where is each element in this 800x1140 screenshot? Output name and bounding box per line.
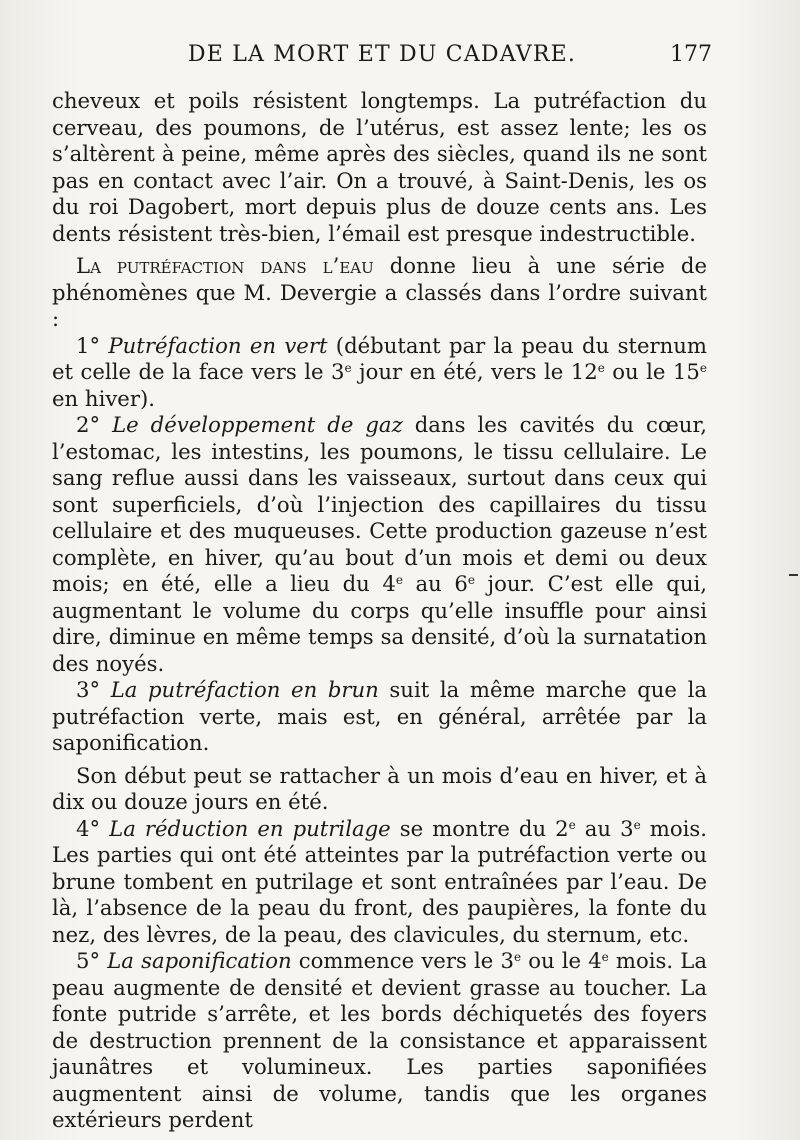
item-text: dans les cavités du cœur, l’estomac, les intestins, les poumons, le tissu cellulaire. Le sang reflue aussi dans les vaisseaux, surtout dans ceux qui sont superficiels, d’où l’injection des capillaires du tissu cellulaire et des muqueuses. Cette production gazeuse n’est complète, en hiver, qu’au bout d’un mois et demi ou deux mois; en été, elle a lieu du 4: [52, 412, 707, 596]
superscript: e: [513, 950, 522, 964]
item-title: Putréfaction en vert: [108, 332, 328, 358]
item-title: La saponification: [107, 948, 292, 973]
list-item-4: [52, 816, 707, 949]
item-title: Le développement de gaz: [112, 412, 403, 437]
paragraph-text: donne lieu à une série de phénomènes que M. Devergie a classés dans l’ordre suivant :: [52, 253, 707, 331]
margin-mark: [789, 574, 798, 576]
item-text: au 6: [402, 571, 468, 596]
superscript: e: [467, 573, 475, 587]
item-title: La putréfaction en brun: [110, 677, 379, 702]
item-text: jour en été, vers le 12: [351, 359, 598, 384]
item-number: 1°: [76, 332, 101, 358]
list-item-3: [52, 677, 707, 757]
superscript: e: [699, 361, 707, 375]
superscript: e: [395, 573, 403, 587]
item-text: se montre du 2: [390, 815, 569, 841]
item-number: 3°: [76, 677, 101, 702]
item-text: suit la même marche que la putréfaction verte, mais est, en général, arrêtée par la saponification.: [52, 677, 707, 755]
running-header: [52, 42, 712, 76]
item-title: La réduction en putrilage: [109, 815, 391, 841]
superscript: e: [344, 361, 352, 375]
small-caps-lead: La putréfaction dans l’eau: [76, 253, 374, 278]
superscript: e: [568, 817, 576, 832]
body-text: [52, 88, 707, 1134]
item-text: jour. C’est elle qui, augmentant le volume du corps qu’elle insuffle pour ainsi dire, diminue en même temps sa densité, d’où la surnatation des noyés.: [52, 571, 707, 676]
item-number: 5°: [76, 948, 101, 973]
superscript: e: [601, 950, 609, 964]
page-number: 177: [670, 42, 712, 67]
superscript: e: [597, 361, 605, 375]
item-text: commence vers le 3: [291, 948, 514, 973]
item-text: ou le 15: [604, 359, 700, 384]
paragraph-continuation: cheveux et poils résistent longtemps. La putréfaction du cerveau, des poumons, de l’utérus, est assez lente; les os s’altèrent à peine, même après des siècles, quand ils ne sont pas en contact avec l’air. On a trouvé, à Saint-Denis, les os du roi Dagobert, mort depuis plus de douze cents ans. Les dents résistent très-bien, l’émail est presque indestructible.: [52, 88, 707, 246]
superscript: e: [633, 817, 641, 832]
item-number: 4°: [76, 815, 101, 841]
item-text: au 3: [575, 815, 634, 841]
item-text: ou le 4: [521, 948, 602, 973]
list-item-1: [52, 333, 707, 413]
item-text: mois. La peau augmente de densité et devient grasse au toucher. La fonte putride s’arrête, et les bords déchiquetés des foyers de destruction prennent de la consistance et apparaissent jaunâtres et volumineux. Les parties saponifiées augmentent ainsi de volume, tandis que les organes extérieurs perdent: [52, 948, 707, 1132]
item-text: mois. Les parties qui ont été atteintes par la putréfaction verte ou brune tombent en putrilage et sont entraînées par l’eau. De là, l’absence de la peau du front, des paupières, la fonte du nez, des lèvres, de la peau, des clavicules, du sternum, etc.: [52, 815, 707, 947]
list-item-5: [52, 948, 707, 1134]
paragraph-brown-start: Son début peut se rattacher à un mois d’eau en hiver, et à dix ou douze jours en été.: [52, 762, 707, 814]
item-text: en hiver).: [52, 385, 155, 411]
running-title: DE LA MORT ET DU CADAVRE.: [187, 42, 577, 67]
paragraph-water-putrefaction: [52, 253, 707, 333]
item-number: 2°: [76, 412, 101, 437]
list-item-2: [52, 412, 707, 677]
item-text: (débutant par la peau du sternum et celle de la face vers le 3: [52, 332, 707, 384]
